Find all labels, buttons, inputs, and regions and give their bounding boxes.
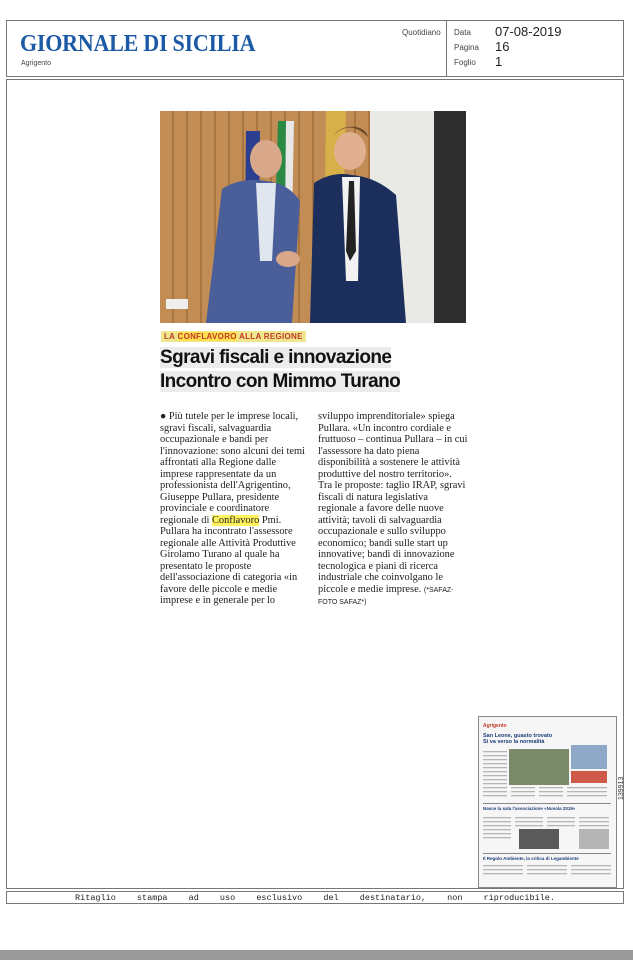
photo-credit: (*SAFAZ-FOTO SAFAZ*): [318, 586, 454, 606]
thumb-subheadline: Nasce la sala l'associazione «Nuvola 2019»: [483, 806, 576, 811]
thumb-bottom-headline: Il Regolo Ambiente, la critica di Legambiente: [483, 856, 579, 861]
article-kicker: LA CONFLAVORO ALLA REGIONE: [161, 331, 306, 342]
page-value: 16: [495, 39, 510, 54]
article-photo: [160, 111, 466, 323]
clipping-code: 139913: [618, 776, 625, 800]
article-column-2: sviluppo imprenditoriale» spiega Pullara. «Un incontro cordiale e fruttuoso – continua Pullara – in cui l'assessore ha dato piena disponibilità a sostenere le attività produttive del nostro territorio». Tra le proposte: taglio IRAP, sgravi fiscali di natura legislativa regionale a favore delle nuove attività; tavoli di salvaguardia occupazionale e sullo sviluppo economico; bandi sulle start up innovative; bandi di innovazione tecnologica e piani di ricerca industriale che coinvolgano le piccole e medie imprese. (*SAFAZ-FOTO SAFAZ*): [318, 411, 468, 606]
sheet-value: 1: [495, 54, 503, 69]
headline-line-2: Incontro con Mimmo Turano: [160, 371, 401, 392]
date-value: 07-08-2019: [495, 24, 562, 39]
article-headline: [160, 346, 480, 394]
bottom-bar: [0, 950, 633, 960]
page-thumbnail: [478, 716, 617, 888]
edition-region: Agrigento: [21, 60, 51, 67]
thumb-layout-graphic: [479, 717, 616, 887]
sheet-label: Foglio: [454, 58, 476, 67]
handshake-photo-image: [160, 111, 466, 323]
headline-line-1: Sgravi fiscali e innovazione: [160, 347, 392, 368]
bullet-icon: ●: [160, 411, 167, 422]
publication-type: Quotidiano: [402, 28, 441, 37]
article-column-1: ● Più tutele per le imprese locali, sgravi fiscali, salvaguardia occupazionale e bandi per l'innovazione: sono alcuni dei temi affrontati alla Regione dalle imprese rappresentate da un professionista dell'Agrigentino, Giuseppe Pullara, presidente provinciale e coordinatore regionale di Conflavoro Pmi. Pullara ha incontrato l'assessore regionale alle Attività Produttive Girolamo Turano al quale ha presentato le proposte dell'associazione di categoria «in favore delle piccole e medie imprese e in generale per lo: [160, 411, 305, 606]
conflavoro-highlight: Conflavoro: [211, 514, 260, 526]
newspaper-logo: GIORNALE DI SICILIA: [20, 31, 256, 57]
meta-box: [446, 21, 625, 76]
thumb-headline: San Leone, guasto trovato Si va verso la normalità: [483, 733, 553, 745]
footer-disclaimer: Ritaglio stampa ad uso esclusivo del destinatario, non riproducibile.: [75, 893, 555, 903]
page-label: Pagina: [454, 43, 479, 52]
thumb-section: Agrigento: [483, 723, 507, 729]
date-label: Data: [454, 28, 471, 37]
